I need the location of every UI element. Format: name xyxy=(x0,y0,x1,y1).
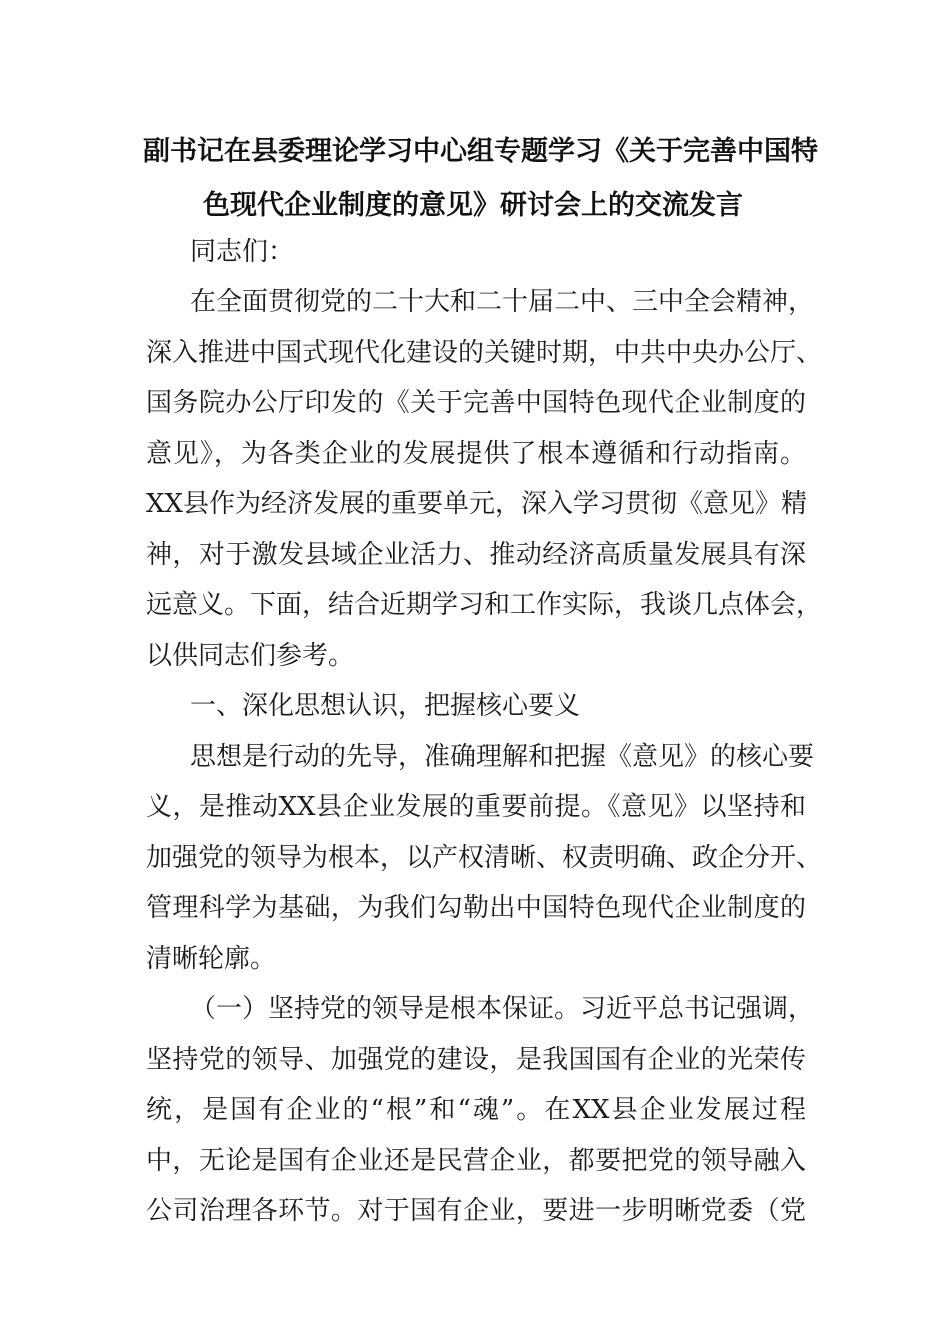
paragraph-line: 在全面贯彻党的二十大和二十届二中、三中全会精神， xyxy=(190,287,815,317)
paragraph-line: 神，对于激发县域企业活力、推动经济高质量发展具有深 xyxy=(146,540,806,570)
paragraph-line: 思想是行动的先导，准确理解和把握《意见》的核心要 xyxy=(190,742,815,772)
document-title-line-2: 色现代企业制度的意见》研讨会上的交流发言 xyxy=(203,190,743,221)
paragraph-line: 远意义。下面，结合近期学习和工作实际，我谈几点体会， xyxy=(146,590,823,620)
paragraph-line: 统，是国有企业的“根”和“魂”。在XX县企业发展过程 xyxy=(146,1095,806,1125)
paragraph-line: 以供同志们参考。 xyxy=(146,641,355,671)
paragraph-line: 加强党的领导为根本，以产权清晰、权责明确、政企分开、 xyxy=(146,843,823,873)
document-title-line-1: 副书记在县委理论学习中心组专题学习《关于完善中国特 xyxy=(143,136,818,167)
paragraph-line: 国务院办公厅印发的《关于完善中国特色现代企业制度的 xyxy=(146,388,806,418)
salutation: 同志们： xyxy=(190,237,295,267)
paragraph-line: 清晰轮廓。 xyxy=(146,944,277,974)
paragraph-line: 深入推进中国式现代化建设的关键时期，中共中央办公厅、 xyxy=(146,338,823,368)
section-heading: 一、深化思想认识，把握核心要义 xyxy=(190,691,581,721)
paragraph-line: 中，无论是国有企业还是民营企业，都要把党的领导融入 xyxy=(146,1146,806,1176)
paragraph-line: 公司治理各环节。对于国有企业，要进一步明晰党委（党 xyxy=(146,1196,806,1226)
paragraph-line: 坚持党的领导、加强党的建设，是我国国有企业的光荣传 xyxy=(146,1045,806,1075)
paragraph-line: 义，是推动XX县企业发展的重要前提。《意见》以坚持和 xyxy=(146,792,806,822)
paragraph-line: 管理科学为基础，为我们勾勒出中国特色现代企业制度的 xyxy=(146,893,806,923)
paragraph-line: XX县作为经济发展的重要单元，深入学习贯彻《意见》精 xyxy=(146,489,808,519)
subsection-line: （一）坚持党的领导是根本保证。习近平总书记强调， xyxy=(190,994,815,1024)
paragraph-line: 意见》，为各类企业的发展提供了根本遵循和行动指南。 xyxy=(146,439,806,469)
